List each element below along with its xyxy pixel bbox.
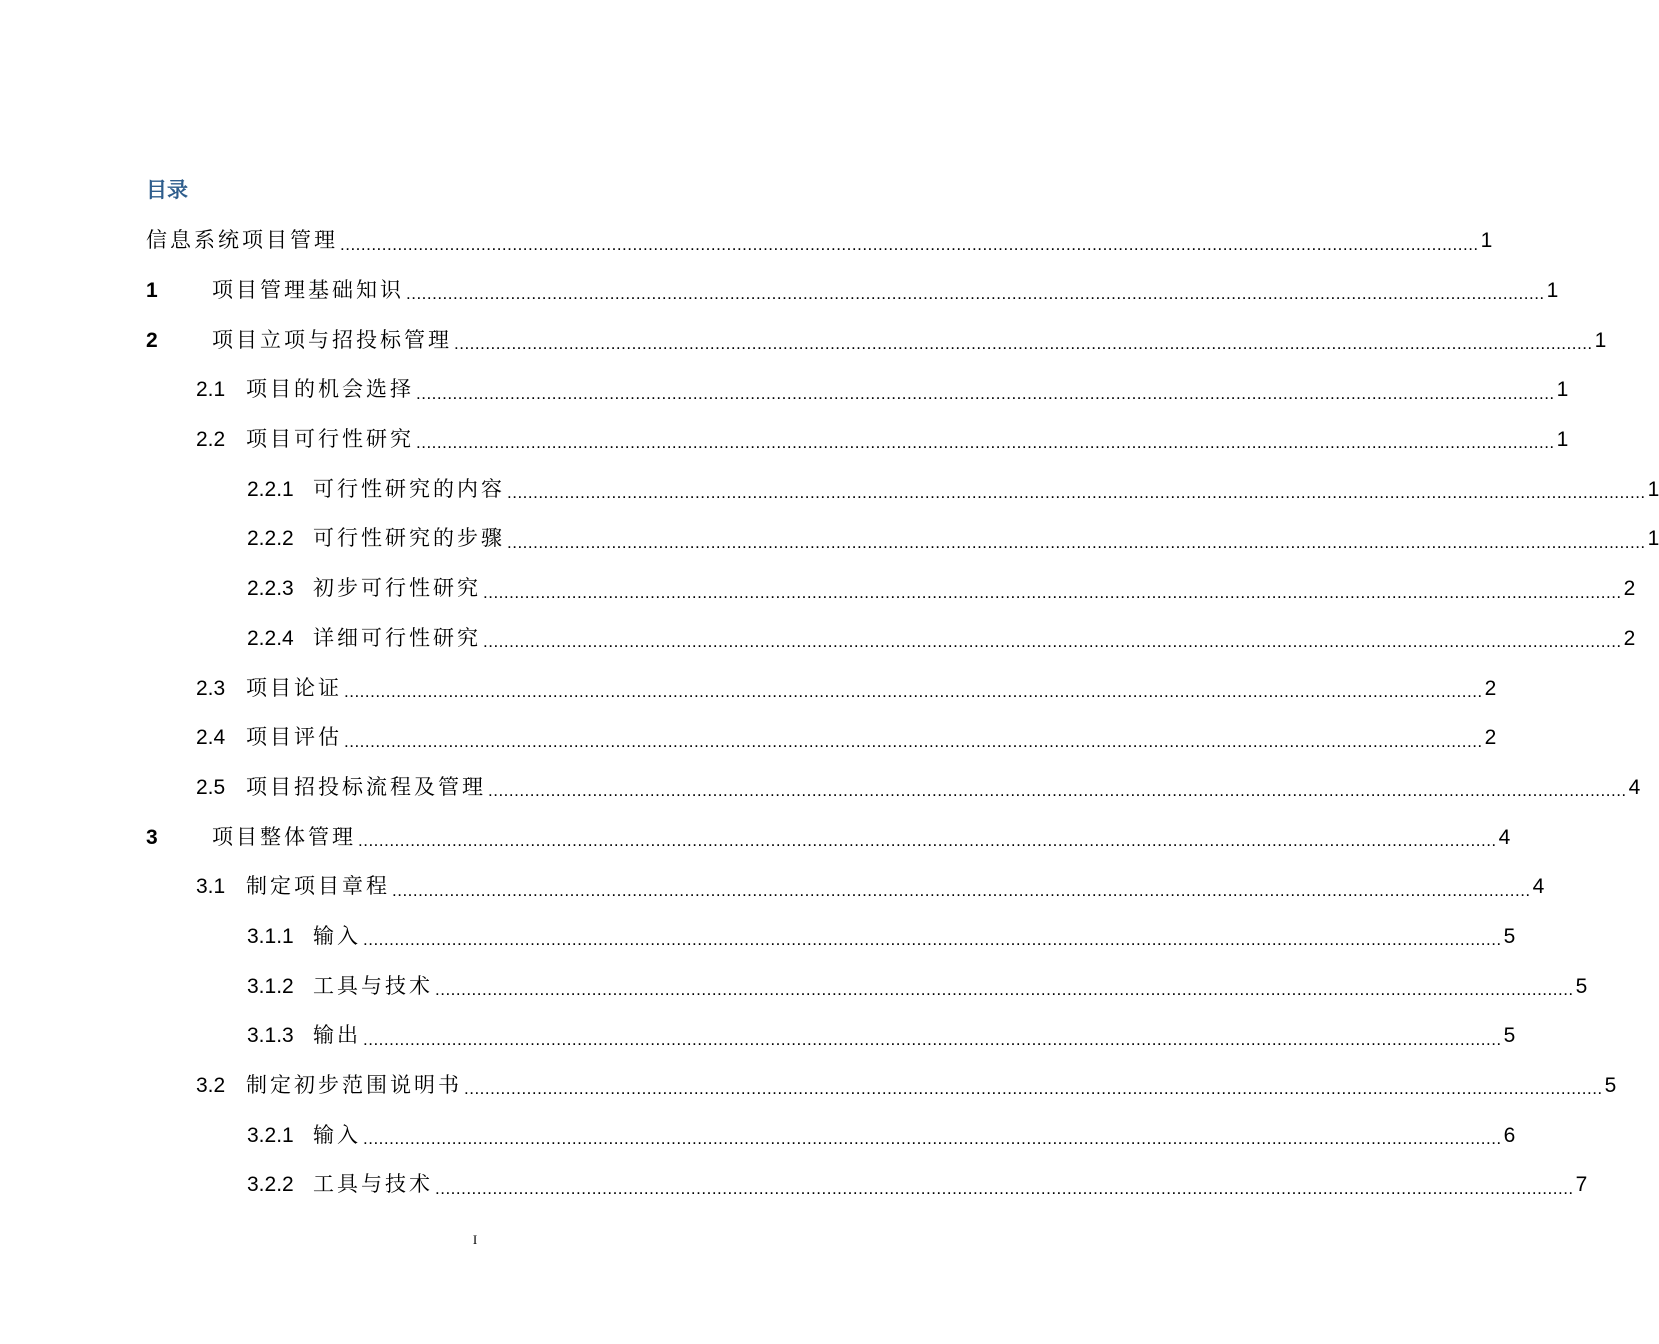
toc-entry-page-number: 1 <box>1480 229 1493 253</box>
toc-dot-leader <box>464 1080 1603 1097</box>
toc-entry-title: 项目评估 <box>246 725 342 750</box>
toc-entry-page-number: 1 <box>1556 378 1569 402</box>
toc-entry[interactable] <box>0 663 1497 713</box>
toc-entry-page-number: 2 <box>1623 577 1636 601</box>
toc-entry-page-number: 1 <box>1647 527 1659 551</box>
toc-entry-title: 工具与技术 <box>313 973 433 998</box>
toc-entry-page-number: 5 <box>1604 1074 1617 1098</box>
toc-entry-title: 项目的机会选择 <box>246 377 414 402</box>
toc-entry-number: 2 <box>146 328 158 352</box>
toc-entry[interactable] <box>0 1160 1588 1210</box>
toc-entry-number: 3.1 <box>196 875 226 899</box>
toc-entry-number: 2.1 <box>196 378 226 402</box>
toc-entry[interactable] <box>0 912 1516 962</box>
toc-list <box>0 216 1659 1210</box>
toc-entry-title: 制定项目章程 <box>246 874 390 899</box>
toc-entry[interactable] <box>0 415 1569 465</box>
toc-entry-title: 工具与技术 <box>313 1172 433 1197</box>
toc-dot-leader <box>435 1180 1574 1197</box>
toc-dot-leader <box>416 385 1555 402</box>
toc-entry-title: 输入 <box>313 1122 361 1147</box>
toc-entry-page-number: 4 <box>1628 775 1641 799</box>
toc-entry-number: 1 <box>146 279 158 303</box>
toc-entry[interactable] <box>0 614 1636 664</box>
toc-dot-leader <box>454 335 1593 352</box>
toc-entry-title: 项目立项与招投标管理 <box>212 327 452 352</box>
toc-entry[interactable] <box>0 1110 1516 1160</box>
toc-dot-leader <box>363 1130 1502 1147</box>
toc-dot-leader <box>507 484 1646 501</box>
toc-entry-title: 项目招投标流程及管理 <box>246 774 486 799</box>
toc-dot-leader <box>483 633 1622 650</box>
toc-entry[interactable] <box>0 1011 1516 1061</box>
toc-entry-page-number: 4 <box>1498 825 1511 849</box>
toc-dot-leader <box>363 1031 1502 1048</box>
toc-entry[interactable] <box>0 961 1588 1011</box>
toc-dot-leader <box>344 683 1483 700</box>
toc-entry-number: 2.2.1 <box>247 477 294 501</box>
toc-entry-number: 2.2.3 <box>247 577 294 601</box>
toc-entry-number: 3 <box>146 825 158 849</box>
toc-heading: 目录 <box>146 178 188 202</box>
toc-entry-number: 2.3 <box>196 676 226 700</box>
toc-entry[interactable] <box>0 514 1659 564</box>
toc-entry-page-number: 5 <box>1503 1024 1516 1048</box>
toc-entry[interactable] <box>0 763 1641 813</box>
toc-entry-number: 3.1.3 <box>247 1024 294 1048</box>
toc-entry-page-number: 5 <box>1575 974 1588 998</box>
toc-dot-leader <box>358 832 1497 849</box>
toc-entry-title: 初步可行性研究 <box>313 576 481 601</box>
toc-entry[interactable] <box>0 266 1559 316</box>
toc-entry-number: 3.1.2 <box>247 974 294 998</box>
toc-entry-page-number: 1 <box>1647 477 1659 501</box>
toc-entry-page-number: 2 <box>1484 676 1497 700</box>
toc-entry-page-number: 6 <box>1503 1123 1516 1147</box>
toc-dot-leader <box>340 236 1479 253</box>
toc-entry[interactable] <box>0 216 1493 266</box>
toc-dot-leader <box>488 782 1627 799</box>
toc-entry[interactable] <box>0 365 1569 415</box>
toc-dot-leader <box>392 882 1531 899</box>
toc-entry-number: 2.2.4 <box>247 626 294 650</box>
toc-entry[interactable] <box>0 1061 1617 1111</box>
toc-entry[interactable] <box>0 862 1545 912</box>
toc-entry[interactable] <box>0 812 1511 862</box>
toc-entry-title: 信息系统项目管理 <box>146 228 338 253</box>
toc-entry-title: 项目管理基础知识 <box>212 278 404 303</box>
toc-entry-page-number: 7 <box>1575 1173 1588 1197</box>
toc-dot-leader <box>406 285 1545 302</box>
toc-dot-leader <box>483 584 1622 601</box>
toc-entry-page-number: 5 <box>1503 924 1516 948</box>
toc-entry-number: 2.2.2 <box>247 527 294 551</box>
toc-entry-number: 3.1.1 <box>247 924 294 948</box>
toc-entry-title: 输入 <box>313 923 361 948</box>
toc-entry-number: 2.5 <box>196 775 226 799</box>
toc-entry-title: 项目论证 <box>246 675 342 700</box>
toc-entry-title: 详细可行性研究 <box>313 625 481 650</box>
toc-entry-number: 2.2 <box>196 428 226 452</box>
toc-dot-leader <box>416 434 1555 451</box>
toc-entry-number: 3.2.2 <box>247 1173 294 1197</box>
toc-dot-leader <box>507 534 1646 551</box>
toc-entry-title: 输出 <box>313 1023 361 1048</box>
toc-entry[interactable] <box>0 464 1659 514</box>
toc-entry-page-number: 4 <box>1532 875 1545 899</box>
toc-entry-page-number: 1 <box>1594 328 1607 352</box>
toc-entry-number: 3.2 <box>196 1074 226 1098</box>
footer-page-number: I <box>472 1232 478 1247</box>
toc-dot-leader <box>344 733 1483 750</box>
toc-entry-page-number: 2 <box>1623 626 1636 650</box>
toc-entry-title: 项目整体管理 <box>212 824 356 849</box>
toc-entry-page-number: 1 <box>1556 428 1569 452</box>
toc-entry-number: 3.2.1 <box>247 1123 294 1147</box>
toc-entry[interactable] <box>0 315 1607 365</box>
toc-dot-leader <box>363 931 1502 948</box>
toc-entry-title: 可行性研究的步骤 <box>313 526 505 551</box>
toc-entry-title: 制定初步范围说明书 <box>246 1073 462 1098</box>
toc-entry[interactable] <box>0 713 1497 763</box>
toc-dot-leader <box>435 981 1574 998</box>
toc-entry-title: 可行性研究的内容 <box>313 476 505 501</box>
toc-entry-page-number: 1 <box>1546 279 1559 303</box>
toc-entry-number: 2.4 <box>196 726 226 750</box>
toc-entry-title: 项目可行性研究 <box>246 427 414 452</box>
toc-entry-page-number: 2 <box>1484 726 1497 750</box>
toc-entry[interactable] <box>0 564 1636 614</box>
